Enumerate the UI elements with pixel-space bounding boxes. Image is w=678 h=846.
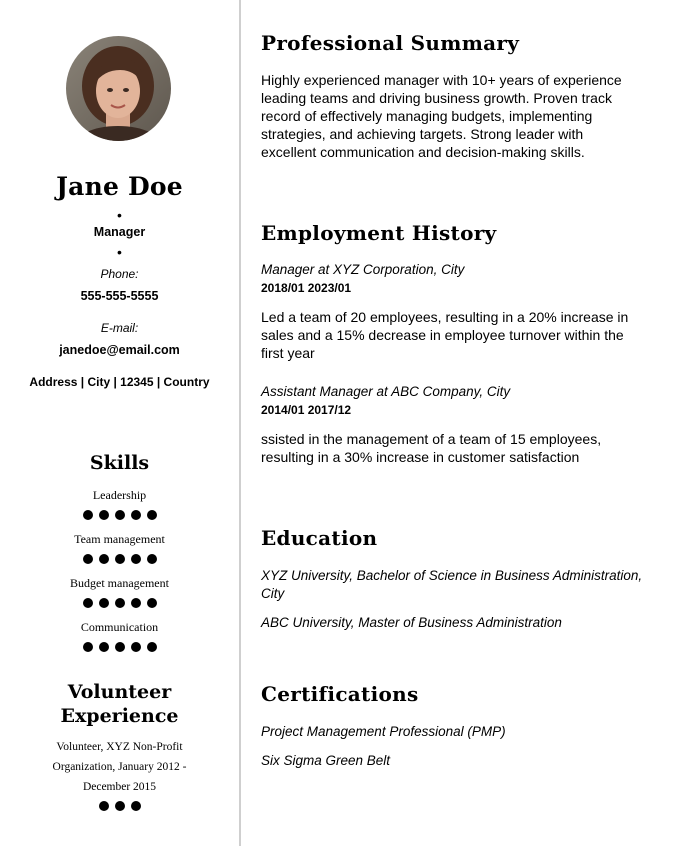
main-content — [261, 0, 661, 846]
avatar — [66, 36, 171, 141]
skills-heading: Skills — [89, 452, 150, 474]
rating-dot — [99, 801, 109, 811]
rating-dot — [115, 598, 125, 608]
rating-dot — [147, 642, 157, 652]
certification-item: Six Sigma Green Belt — [261, 753, 391, 768]
job-title: Assistant Manager at ABC Company, City — [261, 384, 511, 399]
certification-item: Project Management Professional (PMP) — [261, 724, 506, 739]
summary-line: strategies, and achieving targets. Strong leader with — [261, 126, 584, 142]
education-entry: ABC University, Master of Business Administration — [261, 615, 562, 630]
rating-dot — [115, 801, 125, 811]
skill-rating — [0, 554, 239, 564]
rating-dot — [99, 510, 109, 520]
volunteer-heading-line2: Experience — [60, 705, 179, 727]
job-description-line: first year — [261, 345, 315, 361]
employment-heading: Employment History — [261, 221, 497, 245]
summary-line: Highly experienced manager with 10+ years of experience — [261, 72, 622, 88]
skill-name: Budget management — [70, 576, 169, 590]
skill-name: Leadership — [92, 488, 147, 502]
rating-dot — [147, 554, 157, 564]
rating-dot — [115, 642, 125, 652]
candidate-name: Jane Doe — [56, 172, 183, 201]
volunteer-text-line1: Volunteer, XYZ Non-Profit — [56, 741, 183, 753]
rating-dot — [83, 642, 93, 652]
job-dates: 2018/01 2023/01 — [261, 281, 352, 295]
skill-rating — [0, 598, 239, 608]
separator-dot: • — [117, 207, 122, 223]
email-value: janedoe@email.com — [59, 343, 180, 357]
rating-dot — [115, 510, 125, 520]
rating-dot — [131, 510, 141, 520]
rating-dot — [147, 598, 157, 608]
rating-dot — [99, 554, 109, 564]
volunteer-rating — [0, 801, 239, 811]
rating-dot — [115, 554, 125, 564]
rating-dot — [147, 510, 157, 520]
job-role: Manager — [93, 225, 146, 239]
summary-heading: Professional Summary — [261, 31, 520, 55]
volunteer-text-line2: Organization, January 2012 - — [52, 761, 187, 773]
column-divider — [239, 0, 241, 846]
rating-dot — [131, 801, 141, 811]
summary-line: excellent communication and decision-making skills. — [261, 144, 585, 160]
phone-label: Phone: — [100, 267, 139, 281]
phone-value: 555-555-5555 — [80, 289, 159, 303]
job-description-line: resulting in a 30% increase in customer satisfaction — [261, 449, 580, 465]
rating-dot — [131, 598, 141, 608]
summary-line: leading teams and driving business growth. Proven track — [261, 90, 612, 106]
rating-dot — [131, 642, 141, 652]
skill-rating — [0, 642, 239, 652]
volunteer-text-line3: December 2015 — [82, 781, 157, 793]
education-entry-cont: City — [261, 586, 285, 601]
summary-line: record of effectively managing budgets, implementing — [261, 108, 593, 124]
volunteer-heading-line1: Volunteer — [67, 681, 172, 703]
email-label: E-mail: — [100, 321, 139, 335]
certifications-heading: Certifications — [261, 682, 419, 706]
profile-photo — [66, 36, 171, 141]
skill-rating — [0, 510, 239, 520]
education-heading: Education — [261, 526, 378, 550]
rating-dot — [83, 598, 93, 608]
job-description-line: sales and a 15% decrease in employee turnover within the — [261, 327, 624, 343]
rating-dot — [131, 554, 141, 564]
address: Address | City | 12345 | Country — [29, 375, 210, 389]
separator-dot: • — [117, 244, 122, 260]
rating-dot — [83, 510, 93, 520]
job-title: Manager at XYZ Corporation, City — [261, 262, 465, 277]
rating-dot — [99, 598, 109, 608]
rating-dot — [83, 554, 93, 564]
sidebar — [0, 0, 239, 846]
education-entry: XYZ University, Bachelor of Science in Business Administration, — [261, 568, 643, 583]
skill-name: Team management — [74, 532, 165, 546]
job-dates: 2014/01 2017/12 — [261, 403, 352, 417]
rating-dot — [99, 642, 109, 652]
job-description-line: ssisted in the management of a team of 15 employees, — [261, 431, 602, 447]
job-description-line: Led a team of 20 employees, resulting in a 20% increase in — [261, 309, 629, 325]
skill-name: Communication — [80, 620, 159, 634]
